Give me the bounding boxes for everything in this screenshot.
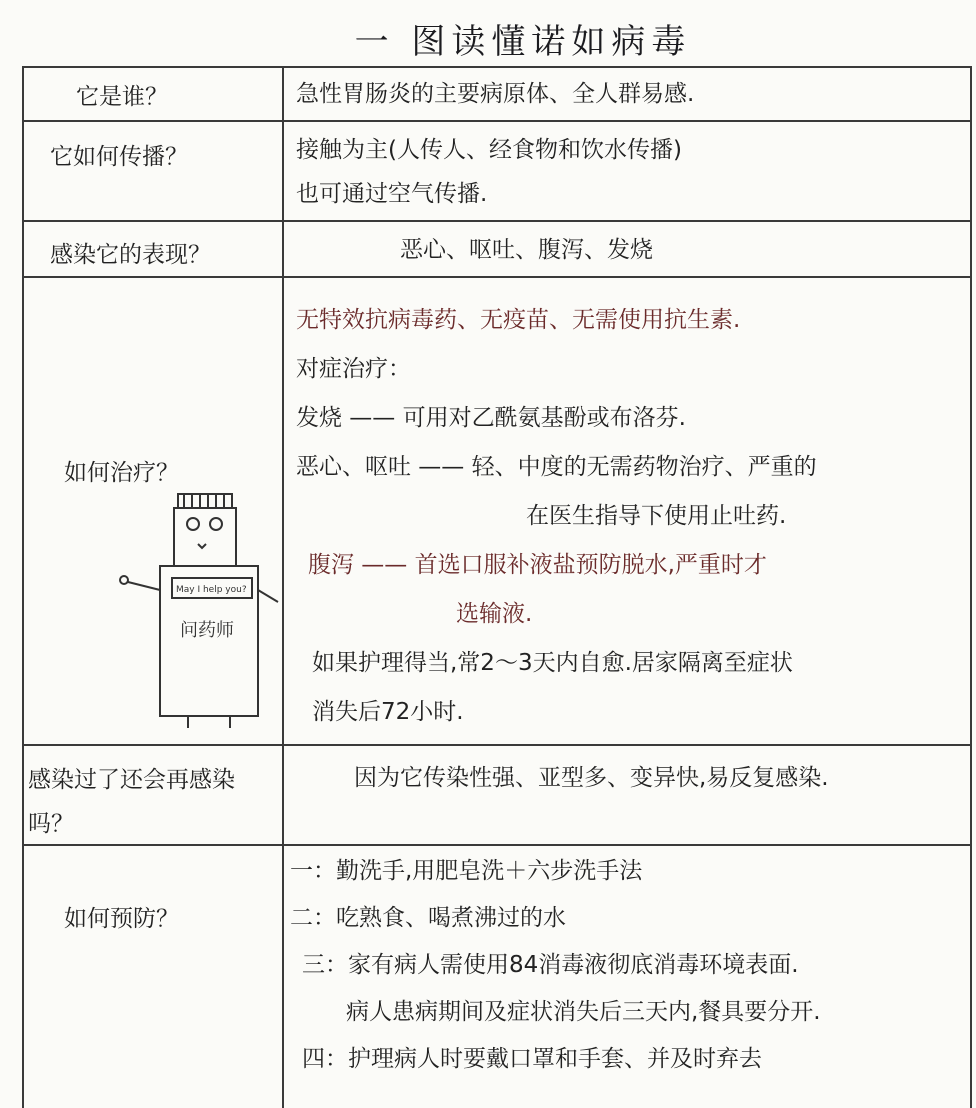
- answer-treatment: [296, 296, 817, 737]
- answer-line: 无特效抗病毒药、无疫苗、无需使用抗生素.: [296, 307, 741, 333]
- question-who: 它是谁？: [76, 84, 168, 110]
- answer-line: 病人患病期间及症状消失后三天内,餐具要分开.: [346, 999, 821, 1025]
- answer-line: 消失后72小时.: [312, 699, 464, 725]
- table-row: [24, 120, 970, 222]
- answer-line: 发烧 —— 可用对乙酰氨基酚或布洛芬.: [296, 405, 686, 431]
- answer-line: 一：勤洗手,用肥皂洗＋六步洗手法: [290, 858, 643, 884]
- answer-prevention: [290, 848, 821, 1083]
- answer-line: 三：家有病人需使用84消毒液彻底消毒环境表面.: [302, 952, 799, 978]
- table-row: [24, 222, 970, 278]
- answer-line: 恶心、呕吐、腹泻、发烧: [400, 237, 653, 263]
- answer-symptoms: [400, 228, 653, 272]
- robot-head: [174, 508, 236, 566]
- answer-line: 对症治疗：: [296, 356, 411, 382]
- answer-line: 因为它传染性强、亚型多、变异快,易反复感染.: [354, 765, 829, 791]
- answer-line: 急性胃肠炎的主要病原体、全人群易感.: [296, 81, 695, 107]
- table-row: [24, 746, 970, 846]
- robot-sign-text: May I help you?: [176, 585, 247, 595]
- question-prevention: 如何预防？: [64, 906, 179, 932]
- answer-who: [296, 72, 694, 116]
- answer-reinfection: [354, 756, 829, 800]
- answer-line: 二：吃熟食、喝煮沸过的水: [290, 905, 566, 931]
- answer-line: 在医生指导下使用止吐药.: [526, 503, 787, 529]
- pharmacist-robot-illustration: [118, 490, 288, 730]
- answer-line: 腹泻 —— 首选口服补液盐预防脱水,严重时才: [308, 552, 767, 578]
- table-row: [24, 846, 970, 1108]
- question-treatment: 如何治疗？: [64, 460, 179, 486]
- answer-line: 也可通过空气传播.: [296, 181, 488, 207]
- answer-spread: [296, 128, 682, 216]
- robot-label: 问药师: [180, 620, 234, 641]
- question-symptoms: 感染它的表现？: [50, 242, 211, 268]
- answer-line: 如果护理得当,常2～3天内自愈.居家隔离至症状: [312, 650, 793, 676]
- answer-line: 四：护理病人时要戴口罩和手套、并及时弃去: [302, 1046, 762, 1072]
- page-title: 一 图读懂诺如病毒: [354, 22, 692, 62]
- table-row: [24, 68, 970, 122]
- answer-line: 选输液.: [456, 601, 533, 627]
- answer-line: 恶心、呕吐 —— 轻、中度的无需药物治疗、严重的: [296, 454, 817, 480]
- question-spread: 它如何传播？: [50, 144, 188, 170]
- answer-line: 接触为主(人传人、经食物和饮水传播): [296, 137, 682, 163]
- question-reinfection: 感染过了还会再感染吗？: [28, 767, 235, 837]
